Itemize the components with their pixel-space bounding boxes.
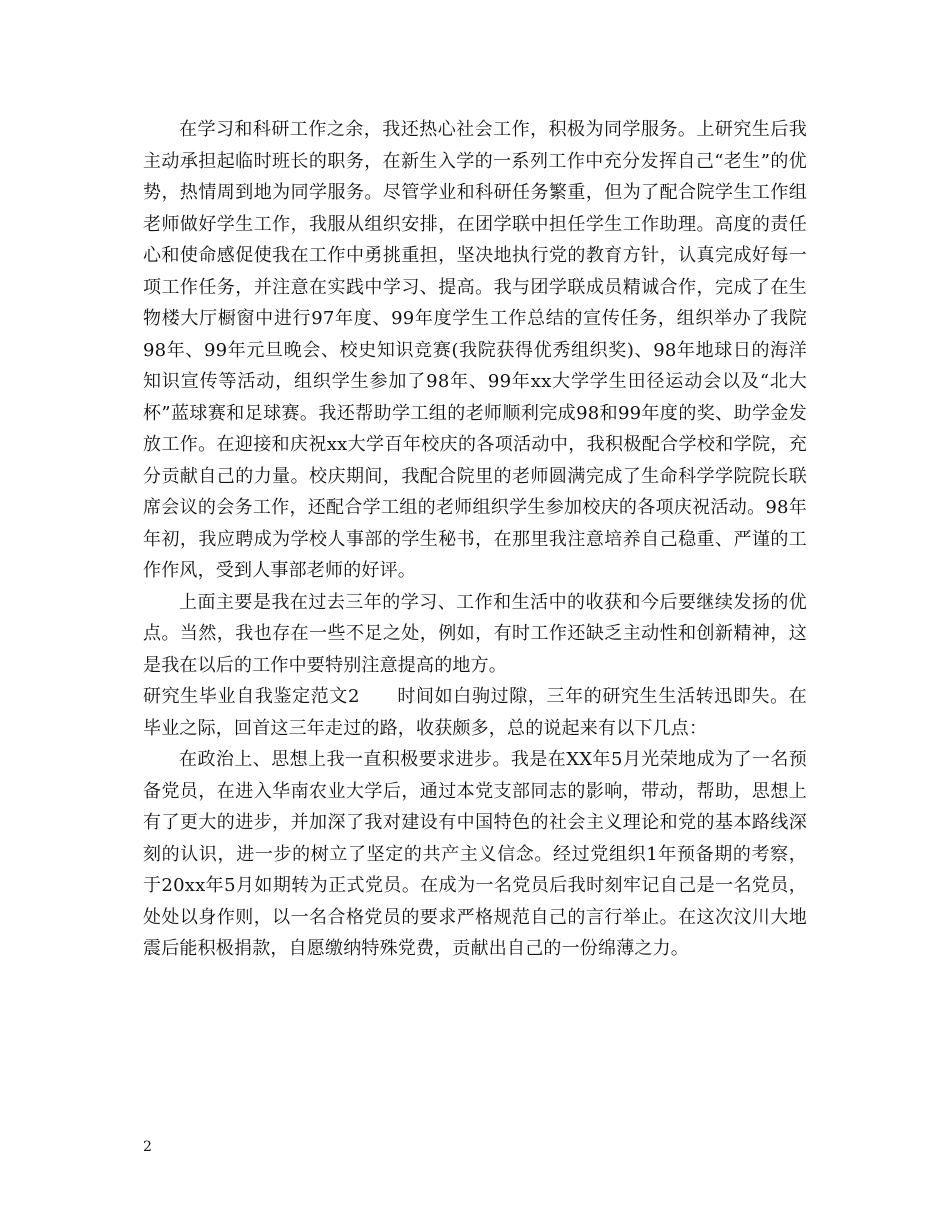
body-text <box>143 114 807 965</box>
paragraph-summary: 上面主要是我在过去三年的学习、工作和生活中的收获和今后要继续发扬的优点。当然，我也存在一些不足之处，例如，有时工作还缺乏主动性和创新精神，这是我在以后的工作中要特别注意提高的地方。 <box>143 591 807 676</box>
paragraph-political: 在政治上、思想上我一直积极要求进步。我是在XX年5月光荣地成为了一名预备党员，在进入华南农业大学后，通过本党支部同志的影响，带动，帮助，思想上有了更大的进步，并加深了我对建设有中国特色的社会主义理论和党的基本路线深刻的认识，进一步的树立了坚定的共产主义信念。经过党组织1年预备期的考察，于20xx年5月如期转为正式党员。在成为一名党员后我时刻牢记自己是一名党员，处处以身作则，以一名合格党员的要求严格规范自己的言行举止。在这次汶川大地震后能积极捐款，自愿缴纳特殊党费，贡献出自己的一份绵薄之力。 <box>143 749 807 959</box>
paragraph-social-work: 在学习和科研工作之余，我还热心社会工作，积极为同学服务。上研究生后我主动承担起临时班长的职务，在新生入学的一系列工作中充分发挥自己“老生”的优势，热情周到地为同学服务。尽管学业和科研任务繁重，但为了配合院学生工作组老师做好学生工作，我服从组织安排，在团学联中担任学生工作助理。高度的责任心和使命感促使我在工作中勇挑重担，坚决地执行党的教育方针，认真完成好每一项工作任务，并注意在实践中学习、提高。我与团学联成员精诚合作，完成了在生物楼大厅橱窗中进行97年度、99年度学生工作总结的宣传任务，组织举办了我院98年、99年元旦晚会、校史知识竞赛(我院获得优秀组织奖)、98年地球日的海洋知识宣传等活动，组织学生参加了98年、99年xx大学学生田径运动会以及“北大杯”蓝球赛和足球赛。我还帮助学工组的老师顺利完成98和99年度的奖、助学金发放工作。在迎接和庆祝xx大学百年校庆的各项活动中，我积极配合学校和学院，充分贡献自己的力量。校庆期间，我配合院里的老师圆满完成了生命科学学院院长联席会议的会务工作，还配合学工组的老师组织学生参加校庆的各项庆祝活动。98年年初，我应聘成为学校人事部的学生秘书，在那里我注意培养自己稳重、严谨的工作作风，受到人事部老师的好评。 <box>143 119 807 581</box>
paragraph-sample-2-intro: 研究生毕业自我鉴定范文2 时间如白驹过隙，三年的研究生生活转迅即失。在毕业之际，回首这三年走过的路，收获颇多，总的说起来有以下几点： <box>143 686 807 739</box>
page-number: 2 <box>143 1139 152 1155</box>
